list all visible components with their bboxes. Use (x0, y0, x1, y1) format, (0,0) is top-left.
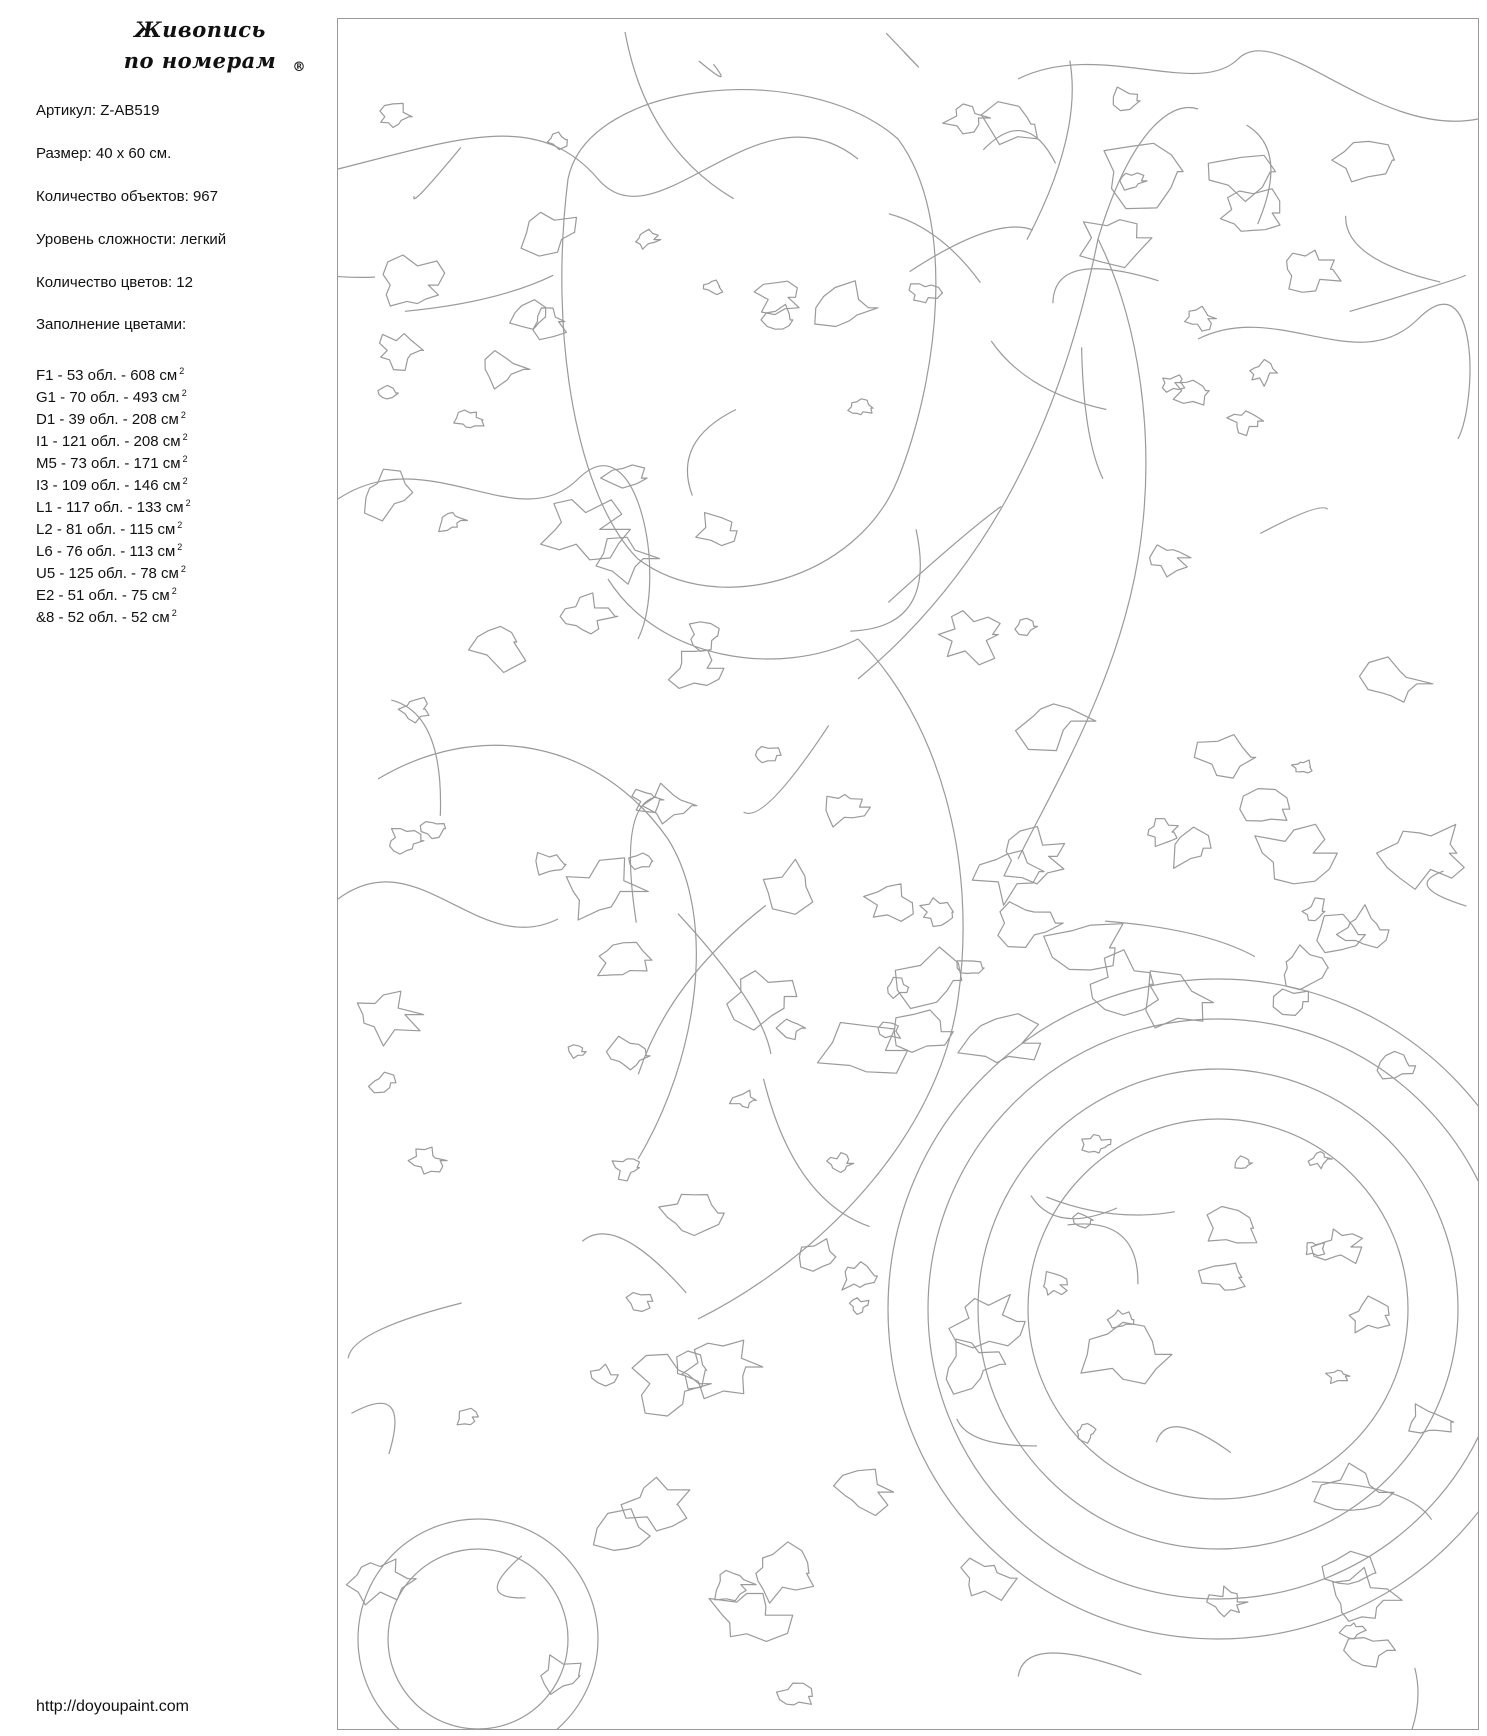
fill-region (799, 1239, 836, 1272)
fill-region (606, 1036, 650, 1070)
fill-region (842, 1262, 878, 1290)
flow-stroke (1247, 125, 1271, 224)
fill-row-unit-exponent: 2 (177, 520, 183, 530)
fill-region (642, 783, 697, 824)
flow-stroke (1350, 275, 1466, 311)
fill-heading: Заполнение цветами: (36, 316, 187, 333)
fill-region (920, 898, 954, 927)
fill-region (972, 850, 1044, 905)
flow-stroke (405, 275, 553, 311)
fill-region (1081, 1322, 1172, 1383)
fill-region (939, 611, 1001, 665)
fill-region (730, 1090, 757, 1108)
fill-row-unit-exponent: 2 (179, 366, 185, 376)
fill-row-text: U5 - 125 обл. - 78 см (36, 565, 179, 582)
fill-row (36, 360, 191, 382)
fill-region (1090, 950, 1158, 1016)
fill-region (390, 829, 424, 855)
fill-region (1235, 1156, 1253, 1169)
fill-region (1044, 924, 1123, 970)
fill-row-unit-exponent: 2 (182, 454, 188, 464)
fill-region (909, 284, 943, 303)
torso-outline (608, 579, 963, 1319)
fill-region (1044, 1272, 1068, 1296)
fill-region (629, 853, 653, 870)
fill-row-text: I3 - 109 обл. - 146 см (36, 477, 181, 494)
fill-region (485, 351, 530, 389)
fill-region (1194, 735, 1255, 779)
fill-row-text: I1 - 121 обл. - 208 см (36, 433, 181, 450)
fill-region (696, 513, 737, 546)
flow-stroke (348, 1303, 462, 1358)
fill-region (715, 1570, 756, 1600)
flow-stroke (1068, 1224, 1138, 1284)
website-link[interactable]: http://doyoupaint.com (36, 1698, 189, 1715)
flow-stroke (1046, 1197, 1175, 1215)
fill-row-text: G1 - 70 обл. - 493 см (36, 389, 180, 406)
fill-row-unit-exponent: 2 (180, 564, 186, 574)
flow-stroke (957, 1419, 1037, 1446)
fill-row (36, 426, 191, 448)
flow-stroke (764, 1079, 870, 1227)
fill-region (946, 1339, 1005, 1394)
fill-region (888, 977, 909, 998)
fill-region (1227, 411, 1264, 436)
brand-line-1: Живопись (134, 17, 266, 42)
fill-region (826, 795, 870, 828)
fill-row-unit-exponent: 2 (171, 608, 177, 618)
fill-region (1311, 1229, 1362, 1264)
fill-region (1332, 141, 1395, 181)
fill-region (1240, 789, 1290, 821)
flow-stroke (1340, 1668, 1418, 1729)
fill-region (408, 1147, 447, 1174)
fill-region (709, 1594, 793, 1642)
fill-region (827, 1153, 854, 1173)
fill-region (590, 1364, 618, 1386)
fill-row (36, 514, 191, 536)
mandala-ring-small (358, 1519, 598, 1729)
coloring-canvas (337, 18, 1479, 1730)
fill-region (378, 385, 398, 399)
fill-region (878, 1022, 900, 1038)
arm-left (378, 745, 696, 1159)
fill-region (1377, 824, 1465, 889)
article-label: Артикул: Z-AB519 (36, 102, 160, 119)
fill-row (36, 382, 191, 404)
fill-region (454, 410, 484, 428)
fill-region (1317, 914, 1366, 952)
fill-region (383, 255, 445, 306)
mandala-ring-small (388, 1549, 568, 1729)
fill-row (36, 492, 191, 514)
bg-contour (1198, 304, 1470, 439)
fill-region (510, 300, 546, 330)
fill-region (521, 212, 576, 256)
fill-region (1004, 827, 1065, 884)
flow-stroke (1082, 347, 1103, 478)
fill-region (1326, 1370, 1350, 1383)
flow-stroke (1105, 921, 1255, 957)
fill-row (36, 470, 191, 492)
fill-row-text: D1 - 39 обл. - 208 см (36, 411, 179, 428)
fill-region (777, 1683, 813, 1705)
flow-stroke (391, 700, 440, 816)
fill-region (1185, 306, 1217, 331)
flow-stroke (1053, 269, 1159, 303)
fill-region (1015, 618, 1038, 635)
fill-region (958, 1014, 1041, 1063)
fill-region (598, 942, 652, 975)
fill-row-text: F1 - 53 обл. - 608 см (36, 367, 178, 384)
fill-region (1314, 1463, 1394, 1510)
arm-right (858, 108, 1198, 679)
fill-region (1073, 1213, 1093, 1228)
fill-row-unit-exponent: 2 (181, 388, 187, 398)
fill-region (369, 1072, 396, 1093)
fill-region (636, 229, 661, 249)
flow-stroke (744, 725, 829, 813)
fill-row-text: L1 - 117 обл. - 133 см (36, 499, 184, 516)
fill-region (689, 622, 719, 652)
fill-region (1287, 250, 1342, 292)
colors-count-label: Количество цветов: 12 (36, 274, 193, 291)
flow-stroke (497, 1556, 525, 1598)
fill-region (818, 1023, 908, 1074)
fill-region (756, 1542, 814, 1603)
fill-region (659, 1194, 725, 1235)
fill-region (815, 281, 878, 327)
size-label: Размер: 40 х 60 см. (36, 145, 172, 162)
info-sidebar (36, 0, 336, 1736)
fill-region (357, 991, 423, 1046)
brand-line-2: по номерам (123, 48, 277, 73)
fill-region (420, 822, 445, 839)
fill-row-text: L2 - 81 обл. - 115 см (36, 521, 176, 538)
fill-region (1377, 1051, 1416, 1079)
flow-stroke (678, 914, 771, 1054)
fill-region (849, 1298, 869, 1315)
fill-row (36, 558, 191, 580)
fill-row (36, 602, 191, 624)
fill-region (703, 280, 722, 295)
arm-right-inner (1018, 239, 1146, 859)
fill-region (380, 334, 424, 371)
fill-region (682, 1340, 763, 1399)
fill-region (1302, 898, 1325, 921)
fill-row-unit-exponent: 2 (171, 586, 177, 596)
fill-region (998, 902, 1063, 948)
fill-region (1080, 220, 1152, 268)
fill-row-unit-exponent: 2 (185, 498, 191, 508)
fill-row-unit-exponent: 2 (182, 476, 188, 486)
fill-region (439, 512, 468, 531)
fill-region (594, 1509, 651, 1551)
bg-contour (338, 136, 858, 196)
fill-region (727, 971, 797, 1030)
fill-row (36, 448, 191, 470)
fill-region (1082, 1135, 1111, 1153)
fill-region (1337, 905, 1390, 948)
fill-region (668, 650, 724, 688)
fill-region (1113, 87, 1140, 111)
fill-region (380, 103, 412, 127)
fill-region (346, 1559, 416, 1605)
head-outline (562, 90, 936, 588)
fill-region (981, 102, 1037, 145)
flow-stroke (850, 529, 920, 631)
fill-region (1273, 989, 1308, 1015)
fill-region (763, 859, 812, 914)
fill-region (1339, 1623, 1366, 1639)
fill-region (1107, 1310, 1134, 1328)
fill-region (1284, 945, 1328, 990)
fill-region (1255, 824, 1337, 884)
fill-row-text: &8 - 52 обл. - 52 см (36, 609, 170, 626)
fill-row (36, 580, 191, 602)
product-info (36, 100, 226, 336)
flow-stroke (910, 227, 1033, 272)
flow-stroke (886, 33, 918, 67)
fill-region (365, 469, 413, 521)
bg-contour (338, 882, 558, 927)
fill-region (626, 1293, 653, 1312)
flow-stroke (582, 1234, 686, 1293)
fill-region (1220, 189, 1280, 232)
flow-stroke (991, 341, 1106, 410)
fill-region (895, 947, 961, 1009)
fill-region (1207, 1207, 1257, 1243)
fill-region (560, 593, 618, 634)
flow-stroke (1156, 1427, 1231, 1453)
fill-region (1077, 1424, 1096, 1444)
fill-region (398, 697, 429, 723)
objects-count-label: Количество объектов: 967 (36, 188, 218, 205)
fill-region (568, 1045, 586, 1059)
flow-stroke (1031, 1196, 1117, 1219)
flow-stroke (699, 61, 721, 77)
bg-contour (338, 466, 650, 639)
line-art (338, 19, 1478, 1729)
bg-contour (1018, 51, 1478, 121)
fill-row-text: L6 - 76 обл. - 113 см (36, 543, 176, 560)
color-fill-list (36, 360, 191, 624)
fill-region (1174, 827, 1212, 868)
fill-region (612, 1159, 639, 1181)
fill-region (754, 281, 799, 314)
fill-region (1360, 657, 1433, 702)
fill-region (1150, 545, 1191, 577)
flow-stroke (625, 32, 734, 199)
flow-stroke (630, 797, 656, 923)
fill-region (848, 399, 873, 415)
mandala-ring (978, 1069, 1458, 1549)
flow-stroke (338, 222, 375, 277)
fill-region (536, 853, 566, 876)
fill-region (1333, 1567, 1402, 1621)
fill-row-unit-exponent: 2 (177, 542, 183, 552)
difficulty-label: Уровень сложности: легкий (36, 231, 227, 248)
fill-region (621, 1477, 690, 1531)
fill-region (1199, 1263, 1246, 1290)
fill-region (894, 1010, 953, 1052)
fill-region (541, 500, 631, 560)
flow-stroke (1260, 508, 1327, 534)
fill-region (1349, 1296, 1390, 1333)
fill-region (457, 1408, 478, 1425)
fill-region (1344, 1638, 1396, 1667)
brand-logo (100, 14, 306, 76)
registered-mark: ® (292, 60, 306, 75)
fill-row-unit-exponent: 2 (182, 432, 188, 442)
flow-stroke (414, 147, 461, 198)
fill-row-text: M5 - 73 обл. - 171 см (36, 455, 181, 472)
flow-stroke (1027, 61, 1072, 240)
fill-row (36, 536, 191, 558)
fill-region (1148, 819, 1179, 847)
fill-region (834, 1469, 894, 1515)
mandala-ring (928, 1019, 1478, 1599)
fill-region (566, 858, 648, 920)
fill-region (1306, 1243, 1324, 1256)
fill-region (1207, 1586, 1248, 1617)
fill-region (1250, 360, 1278, 387)
flow-stroke (888, 506, 1001, 602)
flow-stroke (1346, 216, 1441, 282)
fill-row-text: E2 - 51 обл. - 75 см (36, 587, 170, 604)
fill-region (1292, 760, 1313, 773)
flow-stroke (687, 410, 736, 496)
fill-region (864, 884, 914, 922)
flow-stroke (351, 1403, 395, 1454)
fill-row (36, 404, 191, 426)
fill-region (756, 747, 782, 763)
fill-region (469, 626, 526, 672)
flow-stroke (638, 906, 766, 1075)
fill-region (1120, 173, 1147, 190)
fill-region (1173, 380, 1209, 405)
flow-stroke (1018, 1653, 1141, 1676)
fill-region (776, 1019, 805, 1039)
fill-row-unit-exponent: 2 (180, 410, 186, 420)
fill-region (1208, 155, 1275, 201)
